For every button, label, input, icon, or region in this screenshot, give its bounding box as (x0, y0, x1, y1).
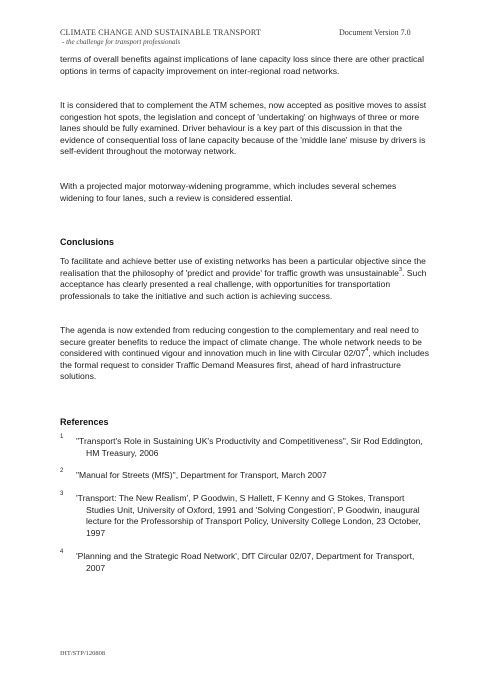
conclusions-p2-text-end: , which includes the formal request to consider Traffic Demand Measures first, ahead of hard infrastructure solutions. (60, 348, 429, 382)
conclusions-p1-text: To facilitate and achieve better use of existing networks has been a particular objective since the realisation that the philosophy of 'predict and provide' for traffic growth was unsustainable (60, 256, 426, 278)
header-subtitle: - the challenge for transport professionals (62, 38, 181, 46)
footer-document-code: IHT/STP/120808 (60, 650, 106, 657)
paragraph-widening-programme: With a projected major motorway-widening programme, which includes several schemes widening to four lanes, such a review is considered essential. (60, 181, 397, 203)
reference-item (60, 493, 428, 539)
paragraph-atm-schemes: It is considered that to complement the ATM schemes, now accepted as positive moves to assist congestion hot spots, the legislation and concept of 'undertaking' on highways of three or more lanes should be fully examined. Driver behaviour is a key part of this discussion in that the evidence of consequential loss of lane capacity because of the 'middle lane' misuse by drivers is self-evident throughout the motorway network. (60, 100, 427, 157)
reference-number: 1 (60, 434, 64, 440)
reference-text: 'Planning and the Strategic Road Network', DfT Circular 02/07, Department for Transport, 2007 (76, 551, 415, 573)
footnote-marker-4: 4 (365, 347, 369, 354)
conclusions-p2-text: The agenda is now extended from reducing congestion to the complementary and real need to secure greater benefits to reduce the impact of climate change. The whole network needs to be considered with continued vigour and innovation much in line with Circular 02/07 (60, 325, 422, 359)
reference-number: 3 (60, 491, 64, 497)
reference-item (60, 551, 428, 574)
reference-number: 2 (60, 468, 64, 474)
reference-text: "Transport's Role in Sustaining UK's Productivity and Competitiveness", Sir Rod Eddington, HM Treasury, 2006 (76, 436, 423, 458)
references-heading: References (60, 417, 109, 427)
conclusions-paragraph-1 (60, 256, 430, 302)
conclusions-heading: Conclusions (60, 237, 115, 247)
reference-text: 'Transport: The New Realism', P Goodwin, S Hallett, F Kenny and G Stokes, Transport Studies Unit, University of Oxford, 1991 and 'Solving Congestion', P Goodwin, inaugural lecture for the Professorship of Transport Policy, University College London, 23 October, 1997 (76, 493, 421, 538)
document-version: Document Version 7.0 (339, 28, 411, 37)
reference-number: 4 (60, 549, 64, 555)
reference-text: "Manual for Streets (MfS)", Department for Transport, March 2007 (76, 470, 327, 480)
header-title: CLIMATE CHANGE AND SUSTAINABLE TRANSPORT (60, 28, 261, 37)
footnote-marker-3: 3 (398, 266, 403, 273)
reference-item (60, 470, 428, 482)
conclusions-p1-text-end: . Such acceptance has clearly presented a real challenge, with opportunities for transportation professionals to take the initiative and such action is achieving success. (60, 267, 427, 301)
paragraph-continuation: terms of overall benefits against implications of lane capacity loss since there are other practical options in terms of capacity improvement on inter-regional road networks. (60, 54, 424, 76)
conclusions-paragraph-2 (60, 325, 430, 383)
reference-item (60, 436, 428, 459)
